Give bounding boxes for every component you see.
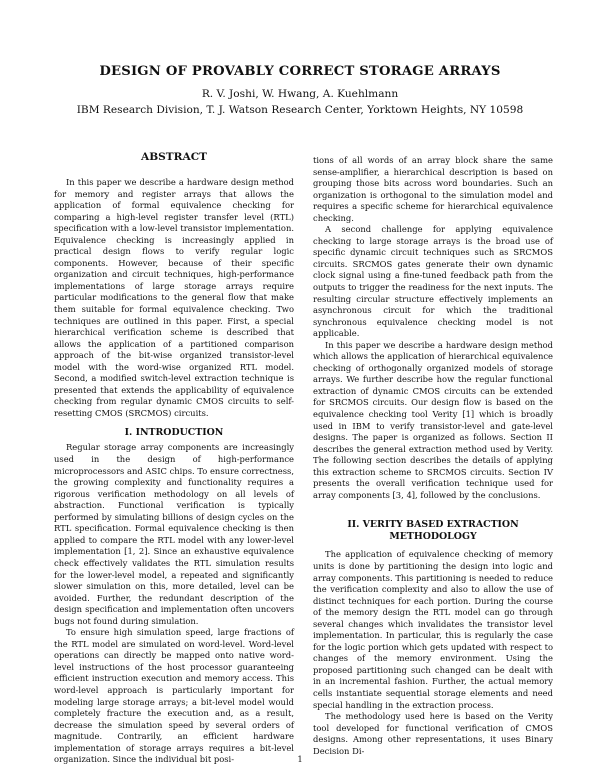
intro-heading: I. INTRODUCTION: [124, 427, 224, 439]
right-column: [313, 155, 553, 757]
section-2-heading: [313, 501, 553, 549]
paper-affiliation: IBM Research Division, T. J. Watson Research Center, Yorktown Heights, NY 10598: [76, 104, 524, 116]
paper-authors: R. V. Joshi, W. Hwang, A. Kuehlmann: [201, 88, 399, 100]
intro-paragraph: In this paper we describe a hardware design method which allows the application of hierarchical equivalence checking of orthogonally organized models of storage arrays. We further describe how the regular functional extraction of dynamic CMOS circuits can be extended for SRCMOS circuits. Our design flow is based on the equivalence checking tool Verity [1] which is broadly used in IBM to verify transistor-level and gate-level designs. The paper is organized as follows. Section II describes the general extraction method used by Verity. The following section describes the details of applying this extraction scheme to SRCMOS circuits. Section IV presents the overall verification technique used for array components [3, 4], followed by the conclusions.: [313, 339, 553, 500]
abstract-text: In this paper we describe a hardware design method for memory and register arrays that allows the application of formal equivalence checking for comparing a high-level register transfer level (RTL) specification with a low-level transistor implementation. Equivalence checking is increasingly applied in practical design flows to verify regular logic components. However, because of their specific organization and circuit techniques, high-performance implementations of large storage arrays require particular modifications to the general flow that make them suitable for formal equivalence checking. Two techniques are outlined in this paper. First, a special hierarchical verification scheme is described that allows the application of a partitioned comparison approach of the bit-wise organized transistor-level model with the word-wise organized RTL model. Second, a modified switch-level extraction technique is presented that extends the applicability of equivalence checking from regular dynamic CMOS circuits to self-resetting CMOS (SRCMOS) circuits.: [54, 177, 294, 418]
intro-continuation: tions of all words of an array block share the same sense-amplifier, a hierarchical description is based on grouping those bits across word boundaries. Such an organization is orthogonal to the simulation model and requires a specific scheme for hierarchical equivalence checking.: [313, 155, 553, 223]
intro-paragraph: Regular storage array components are increasingly used in the design of high-performance microprocessors and ASIC chips. To ensure correctness, the growing complexity and functionality requires a rigorous verification methodology on all levels of abstraction. Functional verification is typically performed by simulating billions of design cycles on the RTL specification. Formal equivalence checking is then applied to compare the RTL model with any lower-level implementation [1, 2]. Since an exhaustive equivalence check effectively validates the RTL simulation results for the lower-level model, a repeated and significantly slower simulation on this, more detailed, level can be avoided. Further, the redundant description of the design specification and implementation often uncovers bugs not found during simulation.: [54, 442, 294, 626]
section-2-heading-line2: METHODOLOGY: [389, 531, 477, 543]
paper-title: DESIGN OF PROVABLY CORRECT STORAGE ARRAYS: [99, 64, 501, 79]
left-column: [54, 151, 294, 766]
section-2-paragraph: The application of equivalence checking of memory units is done by partitioning the design into logic and array components. This partitioning is needed to reduce the verification complexity and also to allow the use of distinct techniques for each portion. During the course of the memory design the RTL model can go through several changes which invalidates the transistor level implementation. In particular, this is regularly the case for the logic portion which gets updated with respect to changes of the memory environment. Using the proposed partitioning such changed can be dealt with in an incremental fashion. Further, the actual memory cells instantiate sequential storage elements and need special handling in the extraction process.: [313, 549, 553, 710]
section-2-heading-line1: II. VERITY BASED EXTRACTION: [347, 519, 519, 531]
page-number: 1: [297, 754, 303, 764]
section-2-paragraph: The methodology used here is based on the Verity tool developed for functional verification of CMOS designs. Among other representations, it uses Binary Decision Di-: [313, 711, 553, 756]
intro-paragraph: A second challenge for applying equivalence checking to large storage arrays is the broad use of specific dynamic circuit techniques such as SRCMOS circuits. SRCMOS gates generate their own dynamic clock signal using a fine-tuned feedback path from the outputs to trigger the readiness for the next inputs. The resulting circular structure effectively implements an asynchronous circuit for which the traditional synchronous equivalence checking model is not applicable.: [313, 224, 553, 339]
intro-paragraph: To ensure high simulation speed, large fractions of the RTL model are simulated on word-level. Word-level operations can directly be mapped onto native word-level instructions of the host processor guaranteeing efficient instruction execution and memory access. This word-level approach is particularly important for modeling large storage arrays; a bit-level model would completely fracture the execution and, as a result, decrease the simulation speed by several orders of magnitude. Contrarily, an efficient hardware implementation of storage arrays requires a bit-level organization. Since the individual bit posi-: [54, 627, 294, 765]
abstract-heading: ABSTRACT: [140, 151, 208, 163]
